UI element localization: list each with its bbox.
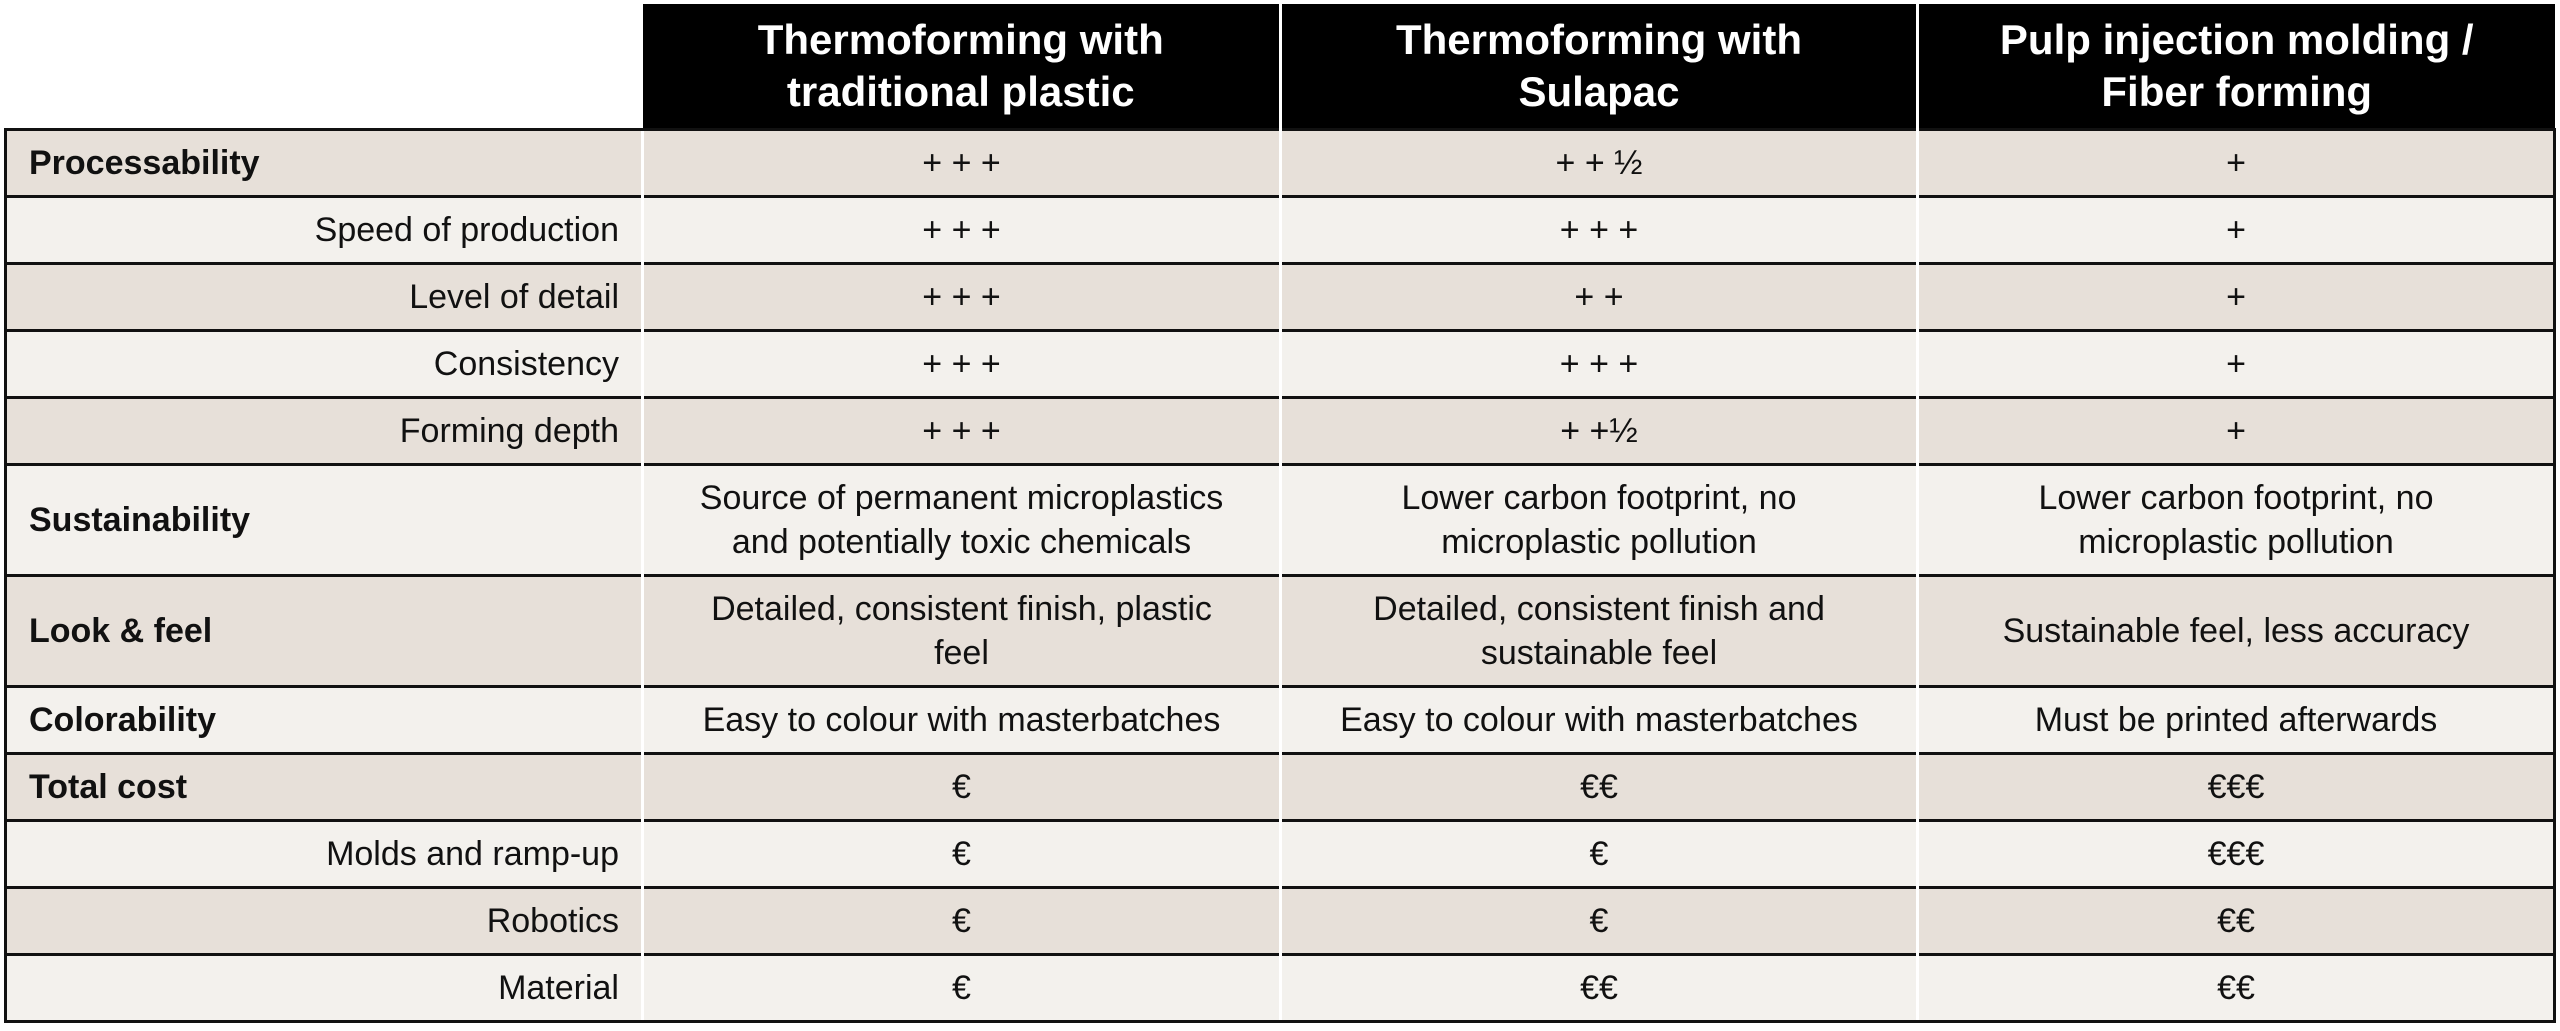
table-row [6,576,2555,687]
table-row [6,331,2555,398]
cell-pulp: + [1918,331,2555,398]
header-corner [6,4,643,130]
row-label: Consistency [6,331,643,398]
cell-traditional: + + + [643,331,1281,398]
cell-sulapac: + + [1281,264,1918,331]
header-row [6,4,2555,130]
row-label: Molds and ramp-up [6,821,643,888]
row-label: Level of detail [6,264,643,331]
header-traditional-plastic: Thermoforming with traditional plastic [643,4,1281,130]
table-row [6,821,2555,888]
table-row [6,888,2555,955]
cell-traditional: + + + [643,264,1281,331]
cell-traditional: € [643,754,1281,821]
cell-sulapac: € [1281,821,1918,888]
cell-sulapac [1281,465,1918,576]
table-row [6,264,2555,331]
cell-text: Lower carbon footprint, no microplastic pollution [1401,479,1797,561]
row-label: Processability [6,130,643,197]
cell-sulapac: € [1281,888,1918,955]
table-row [6,687,2555,754]
cell-traditional: Easy to colour with masterbatches [643,687,1281,754]
header-pulp-fiber: Pulp injection molding / Fiber forming [1918,4,2555,130]
table-row [6,754,2555,821]
row-label: Total cost [6,754,643,821]
row-label: Speed of production [6,197,643,264]
cell-pulp: Must be printed afterwards [1918,687,2555,754]
cell-sulapac: €€ [1281,955,1918,1022]
cell-text: Detailed, consistent finish, plastic feel [711,590,1212,672]
row-label: Look & feel [6,576,643,687]
cell-pulp: €€€ [1918,754,2555,821]
cell-traditional [643,576,1281,687]
row-label: Robotics [6,888,643,955]
row-label: Colorability [6,687,643,754]
cell-sulapac [1281,576,1918,687]
cell-sulapac: + + + [1281,197,1918,264]
cell-pulp [1918,465,2555,576]
cell-sulapac: €€ [1281,754,1918,821]
cell-pulp: €€ [1918,888,2555,955]
table-row [6,955,2555,1022]
cell-text: Sustainable feel, less accuracy [2002,612,2470,650]
header-sulapac: Thermoforming with Sulapac [1281,4,1918,130]
cell-text: Source of permanent microplastics and potentially toxic chemicals [699,479,1224,561]
cell-traditional: € [643,821,1281,888]
cell-pulp: + [1918,264,2555,331]
table-row [6,465,2555,576]
cell-sulapac: + +½ [1281,398,1918,465]
cell-pulp: + [1918,130,2555,197]
cell-text: Detailed, consistent finish and sustainable feel [1373,590,1825,672]
cell-pulp: €€ [1918,955,2555,1022]
cell-text: Lower carbon footprint, no microplastic pollution [2038,479,2434,561]
cell-traditional: + + + [643,130,1281,197]
cell-traditional: € [643,888,1281,955]
cell-pulp: €€€ [1918,821,2555,888]
cell-pulp: + [1918,197,2555,264]
comparison-table [4,4,2556,1023]
cell-sulapac: + + ½ [1281,130,1918,197]
row-label: Forming depth [6,398,643,465]
table-row [6,197,2555,264]
cell-traditional: + + + [643,197,1281,264]
row-label: Material [6,955,643,1022]
cell-traditional: € [643,955,1281,1022]
cell-traditional: + + + [643,398,1281,465]
cell-traditional [643,465,1281,576]
table-row [6,398,2555,465]
row-label: Sustainability [6,465,643,576]
comparison-table-frame [4,4,2553,1019]
cell-sulapac: + + + [1281,331,1918,398]
table-row [6,130,2555,197]
cell-sulapac: Easy to colour with masterbatches [1281,687,1918,754]
cell-pulp [1918,576,2555,687]
cell-pulp: + [1918,398,2555,465]
